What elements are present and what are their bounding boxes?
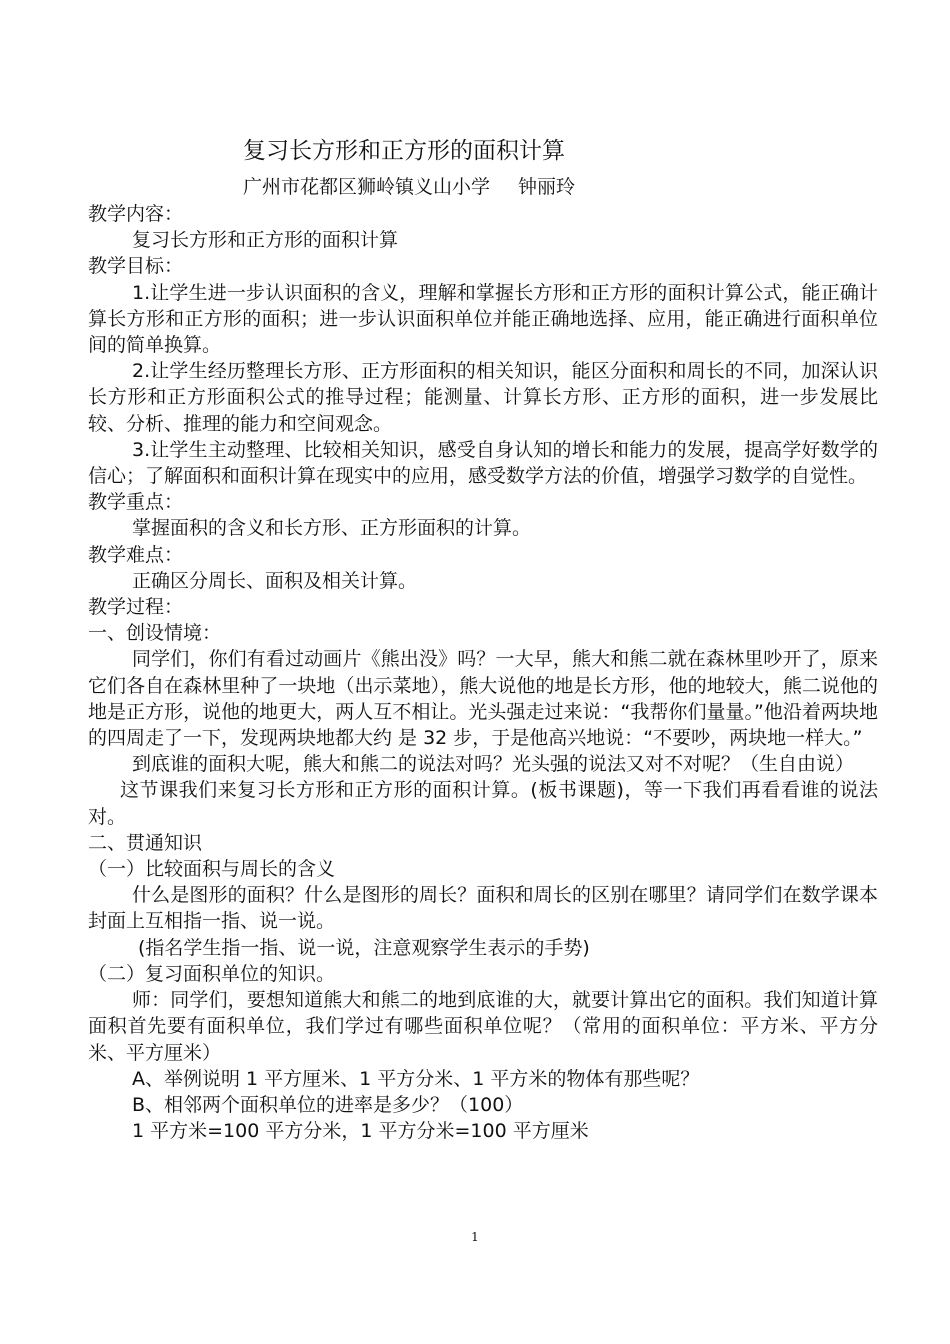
school-name: 广州市花都区狮岭镇义山小学: [243, 176, 491, 198]
paragraph: 同学们，你们有看过动画片《熊出没》吗？一大早，熊大和熊二就在森林里吵开了，原来它们各自在森林里种了一块地（出示菜地），熊大说他的地是长方形，他的地较大，熊二说他的地是正方形，说他的地更大，两人互不相让。光头强走过来说：“我帮你们量量。”他沿着两块地的四周走了一下，发现两块地都大约 是 32 步，于是他高兴地说：“不要吵，两块地一样大。”: [88, 648, 878, 750]
author-line: [243, 174, 575, 200]
paragraph: (指名学生指一指、说一说，注意观察学生表示的手势): [138, 936, 590, 959]
paragraph: A、举例说明 1 平方厘米、1 平方分米、1 平方米的物体有那些呢？: [132, 1067, 700, 1090]
paragraph: 这节课我们来复习长方形和正方形的面积计算。(板书课题)，等一下我们再看看谁的说法对。: [88, 779, 878, 828]
author-name: 钟丽玲: [518, 176, 576, 198]
subsection-heading: （二）复习面积单位的知识。: [88, 962, 336, 985]
paragraph: 复习长方形和正方形的面积计算: [132, 229, 399, 252]
heading-difficulties: 教学难点：: [88, 543, 184, 566]
paragraph: 什么是图形的面积？什么是图形的周长？面积和周长的区别在哪里？请同学们在数学课本封面上互相指一指、说一说。: [88, 884, 878, 933]
paragraph: 师：同学们，要想知道熊大和熊二的地到底谁的大，就要计算出它的面积。我们知道计算面积首先要有面积单位，我们学过有哪些面积单位呢？（常用的面积单位：平方米、平方分米、平方厘米）: [88, 989, 878, 1064]
page-number: 1: [471, 1230, 479, 1244]
document-title: 复习长方形和正方形的面积计算: [243, 138, 565, 164]
paragraph: 正确区分周长、面积及相关计算。: [132, 569, 418, 592]
paragraph: 到底谁的面积大呢，熊大和熊二的说法对吗？光头强的说法又对不对呢？（生自由说）: [132, 753, 855, 776]
paragraph: 掌握面积的含义和长方形、正方形面积的计算。: [132, 517, 532, 540]
heading-goals: 教学目标：: [88, 255, 184, 278]
paragraph: 1 平方米=100 平方分米，1 平方分米=100 平方厘米: [132, 1120, 589, 1143]
paragraph: 2.让学生经历整理长方形、正方形面积的相关知识，能区分面积和周长的不同，加深认识长方形和正方形面积公式的推导过程；能测量、计算长方形、正方形的面积，进一步发展比较、分析、推理的能力和空间观念。: [88, 360, 878, 435]
heading-key-points: 教学重点：: [88, 491, 184, 514]
section-heading: 一、创设情境：: [88, 622, 222, 645]
document-body: [88, 201, 878, 1144]
heading-content: 教学内容：: [88, 203, 184, 225]
subsection-heading: （一）比较面积与周长的含义: [88, 858, 336, 881]
heading-process: 教学过程：: [88, 596, 184, 619]
section-heading: 二、贯通知识: [88, 831, 203, 854]
paragraph: B、相邻两个面积单位的进率是多少？（100）: [132, 1093, 524, 1116]
paragraph: 1.让学生进一步认识面积的含义，理解和掌握长方形和正方形的面积计算公式，能正确计算长方形和正方形的面积；进一步认识面积单位并能正确地选择、应用，能正确进行面积单位间的简单换算。: [88, 281, 878, 357]
paragraph: 3.让学生主动整理、比较相关知识，感受自身认知的增长和能力的发展，提高学好数学的信心；了解面积和面积计算在现实中的应用，感受数学方法的价值，增强学习数学的自觉性。: [88, 438, 878, 488]
